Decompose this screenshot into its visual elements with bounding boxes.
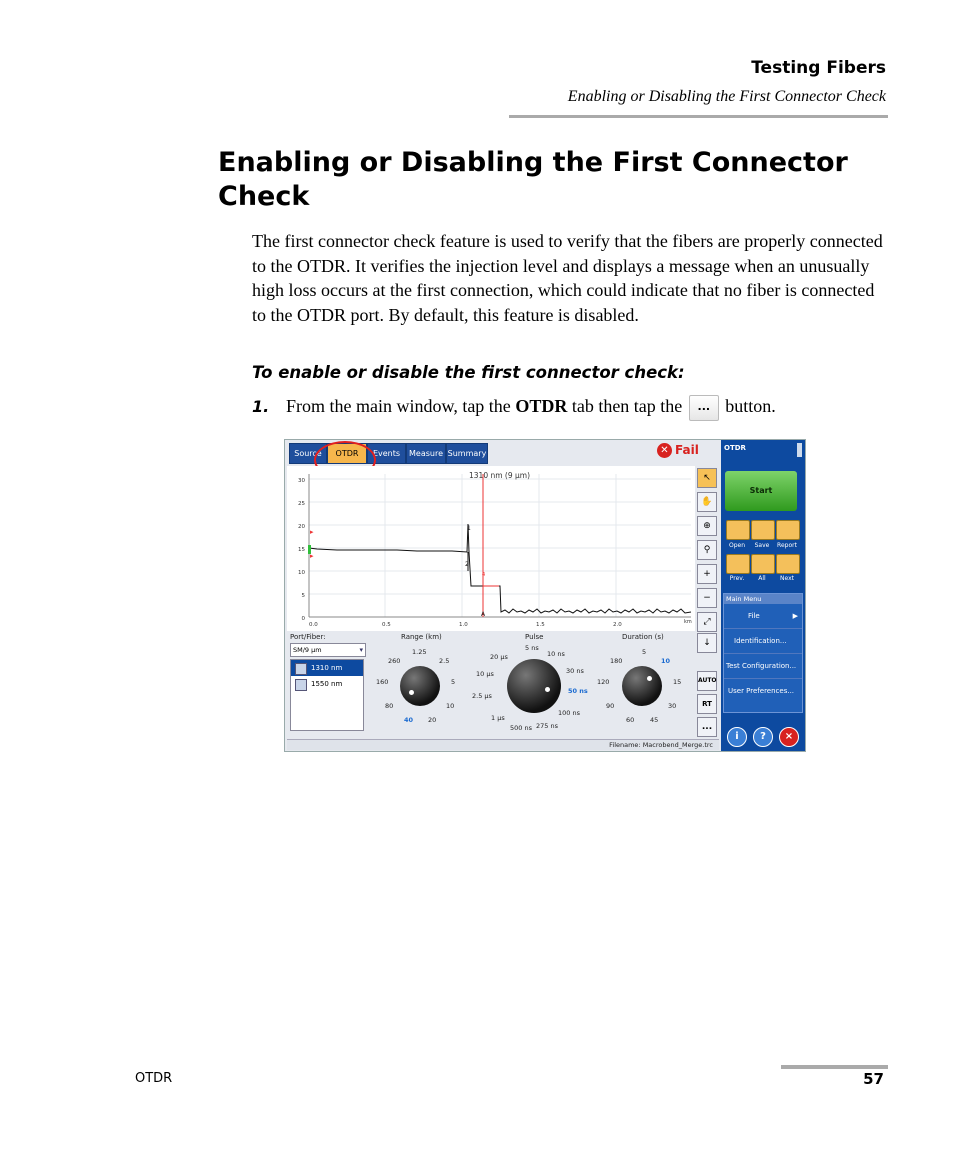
y-tick-20: 20: [298, 524, 305, 530]
status-filename: Filename: Macrobend_Merge.trc: [609, 741, 713, 749]
range-knob[interactable]: [400, 666, 440, 706]
pulse-value: 10 ns: [547, 650, 565, 658]
chevron-down-icon: ▾: [359, 646, 363, 654]
checkbox-icon: [295, 679, 307, 691]
page-title: Enabling or Disabling the First Connector Check: [218, 147, 848, 212]
marker-left-bottom-icon: ▸: [310, 552, 314, 560]
procedure-title: To enable or disable the first connector check:: [252, 363, 685, 382]
event-1-label: 1: [467, 525, 471, 532]
pulse-knob-indicator: [545, 687, 550, 692]
duration-value: 120: [597, 678, 610, 686]
menu-item-identification[interactable]: Identification...: [724, 629, 802, 654]
duration-value-selected: 10: [661, 657, 671, 665]
fail-indicator: [657, 443, 699, 458]
y-tick-30: 30: [298, 478, 305, 484]
range-value: 10: [446, 702, 455, 710]
port-fiber-value: SM/9 µm: [293, 646, 322, 654]
range-value: 80: [385, 702, 394, 710]
pulse-value: 20 µs: [490, 653, 508, 661]
tab-otdr[interactable]: OTDR: [327, 443, 367, 464]
x-tick-05: 0.5: [382, 622, 391, 628]
pulse-value: 2.5 µs: [472, 692, 492, 700]
duration-value: 30: [668, 702, 677, 710]
step-bold-otdr: OTDR: [515, 396, 568, 417]
pulse-value: 5 ns: [525, 644, 539, 652]
menu-item-user-preferences[interactable]: User Preferences...: [728, 687, 795, 695]
trace-svg: [287, 466, 695, 631]
battery-icon: [797, 443, 802, 457]
close-icon[interactable]: ×: [779, 727, 799, 747]
trace-graph[interactable]: [287, 466, 695, 631]
info-icon[interactable]: i: [727, 727, 747, 747]
ellipsis-button-icon: ...: [689, 395, 719, 421]
trace-label: 1310 nm (9 µm): [469, 471, 530, 480]
pulse-value: 1 µs: [491, 714, 505, 722]
all-label: All: [758, 575, 766, 582]
menu-item-file[interactable]: [724, 604, 802, 629]
acquisition-settings: [287, 633, 695, 731]
port-fiber-select[interactable]: [290, 643, 366, 657]
zoom-out-icon[interactable]: −: [697, 588, 717, 608]
duration-value: 5: [642, 648, 647, 656]
step-text-after: button.: [720, 396, 776, 417]
y-tick-25: 25: [298, 501, 305, 507]
pulse-value-selected: 50 ns: [568, 687, 588, 695]
range-value: 2.5: [439, 657, 450, 665]
main-menu: [723, 593, 803, 713]
open-label: Open: [728, 542, 746, 549]
pulse-label: Pulse: [525, 633, 544, 641]
tab-events[interactable]: Events: [367, 443, 406, 464]
wavelength-list: [290, 659, 364, 731]
duration-value: 90: [606, 702, 615, 710]
fail-label: Fail: [675, 443, 699, 457]
y-tick-15: 15: [298, 547, 305, 553]
start-button[interactable]: Start: [725, 471, 797, 511]
y-tick-5: 5: [301, 593, 305, 599]
y-tick-10: 10: [298, 570, 305, 576]
range-value: 260: [388, 657, 401, 665]
download-arrow-icon[interactable]: ↓: [697, 633, 717, 653]
wavelength-label: 1550 nm: [311, 680, 343, 688]
page-number: 57: [863, 1070, 884, 1088]
pointer-tool-icon[interactable]: ↖: [697, 468, 717, 488]
range-value: 20: [428, 716, 437, 724]
menu-item-test-configuration[interactable]: Test Configuration...: [724, 654, 802, 679]
pulse-value: 500 ns: [510, 724, 532, 732]
y-tick-0: 0: [301, 616, 305, 622]
auto-button[interactable]: AUTO: [697, 671, 717, 691]
x-tick-15: 1.5: [536, 622, 545, 628]
footer-rule: [781, 1065, 888, 1069]
right-panel: [721, 440, 805, 751]
pulse-value: 10 µs: [476, 670, 494, 678]
duration-knob-indicator: [647, 676, 652, 681]
x-unit: km: [684, 619, 692, 625]
duration-value: 45: [650, 716, 659, 724]
duration-label: Duration (s): [622, 633, 664, 641]
arrow-right-icon: ▶: [792, 612, 798, 620]
range-label: Range (km): [401, 633, 442, 641]
status-bar: [287, 739, 719, 750]
duration-knob[interactable]: [622, 666, 662, 706]
next-event-icon[interactable]: [776, 554, 800, 574]
menu-item-label: File: [748, 612, 760, 620]
range-value: 160: [376, 678, 389, 686]
full-view-icon[interactable]: ⤢: [697, 612, 717, 632]
range-value-selected: 40: [404, 716, 414, 724]
more-options-button[interactable]: ...: [697, 717, 717, 737]
help-icon[interactable]: ?: [753, 727, 773, 747]
header-rule: [509, 115, 888, 118]
event-2-label: 2: [465, 561, 469, 568]
tab-summary[interactable]: Summary: [446, 443, 488, 464]
zoom-area-icon[interactable]: ⊕: [697, 516, 717, 536]
step-text-middle: tab then tap the: [567, 396, 687, 417]
checkbox-icon: [295, 663, 307, 675]
event-4-label: 4: [482, 572, 486, 578]
x-tick-2: 2.0: [613, 622, 622, 628]
step-number: 1.: [252, 397, 270, 417]
range-value: 5: [451, 678, 456, 686]
duration-value: 60: [626, 716, 635, 724]
prev-event-icon[interactable]: [726, 554, 750, 574]
range-value: 1.25: [412, 648, 427, 656]
wavelength-item-1310[interactable]: [291, 660, 363, 676]
open-folder-icon[interactable]: [726, 520, 750, 540]
fail-x-icon: ✕: [657, 443, 672, 458]
tab-source[interactable]: Source: [289, 443, 327, 464]
x-tick-0: 0.0: [309, 622, 318, 628]
intro-paragraph: The first connector check feature is used to verify that the fibers are properly connected to the OTDR. It verifies the injection level and displays a message when an unusually high loss occurs at the first connection, which could indicate that no fiber is connected to the OTDR port. By default, this feature is disabled.: [252, 231, 883, 325]
pan-hand-icon[interactable]: ✋: [697, 492, 717, 512]
range-knob-indicator: [409, 690, 414, 695]
panel-title: OTDR: [724, 444, 746, 452]
pulse-knob[interactable]: [507, 659, 561, 713]
running-header-chapter: Testing Fibers: [751, 58, 886, 78]
marker-left-top-icon: ▸: [310, 528, 314, 536]
step-1: [252, 395, 776, 421]
step-text-before: From the main window, tap the: [286, 396, 516, 417]
duration-value: 180: [610, 657, 623, 665]
duration-value: 15: [673, 678, 682, 686]
prev-label: Prev.: [729, 575, 745, 582]
realtime-button[interactable]: RT: [697, 694, 717, 714]
main-menu-title: Main Menu: [724, 594, 802, 604]
otdr-screenshot: [284, 439, 806, 752]
save-disk-icon[interactable]: [751, 520, 775, 540]
zoom-fit-icon[interactable]: ⚲: [697, 540, 717, 560]
graph-toolbar: [697, 468, 717, 636]
port-label: Port/Fiber:: [290, 633, 326, 641]
zoom-in-icon[interactable]: +: [697, 564, 717, 584]
footer-product: OTDR: [135, 1071, 173, 1086]
marker-a-label: A: [481, 611, 486, 618]
next-label: Next: [780, 575, 794, 582]
x-tick-1: 1.0: [459, 622, 468, 628]
pulse-value: 100 ns: [558, 709, 580, 717]
pulse-value: 30 ns: [566, 667, 584, 675]
all-events-icon[interactable]: [751, 554, 775, 574]
wavelength-item-1550[interactable]: [291, 676, 363, 692]
pulse-value: 275 ns: [536, 722, 558, 730]
trace-line: [309, 524, 691, 613]
tab-measure[interactable]: Measure: [406, 443, 446, 464]
running-header-section: Enabling or Disabling the First Connector Check: [567, 88, 886, 105]
report-icon[interactable]: [776, 520, 800, 540]
wavelength-label: 1310 nm: [311, 664, 343, 672]
save-label: Save: [754, 542, 770, 549]
report-label: Report: [777, 542, 797, 549]
